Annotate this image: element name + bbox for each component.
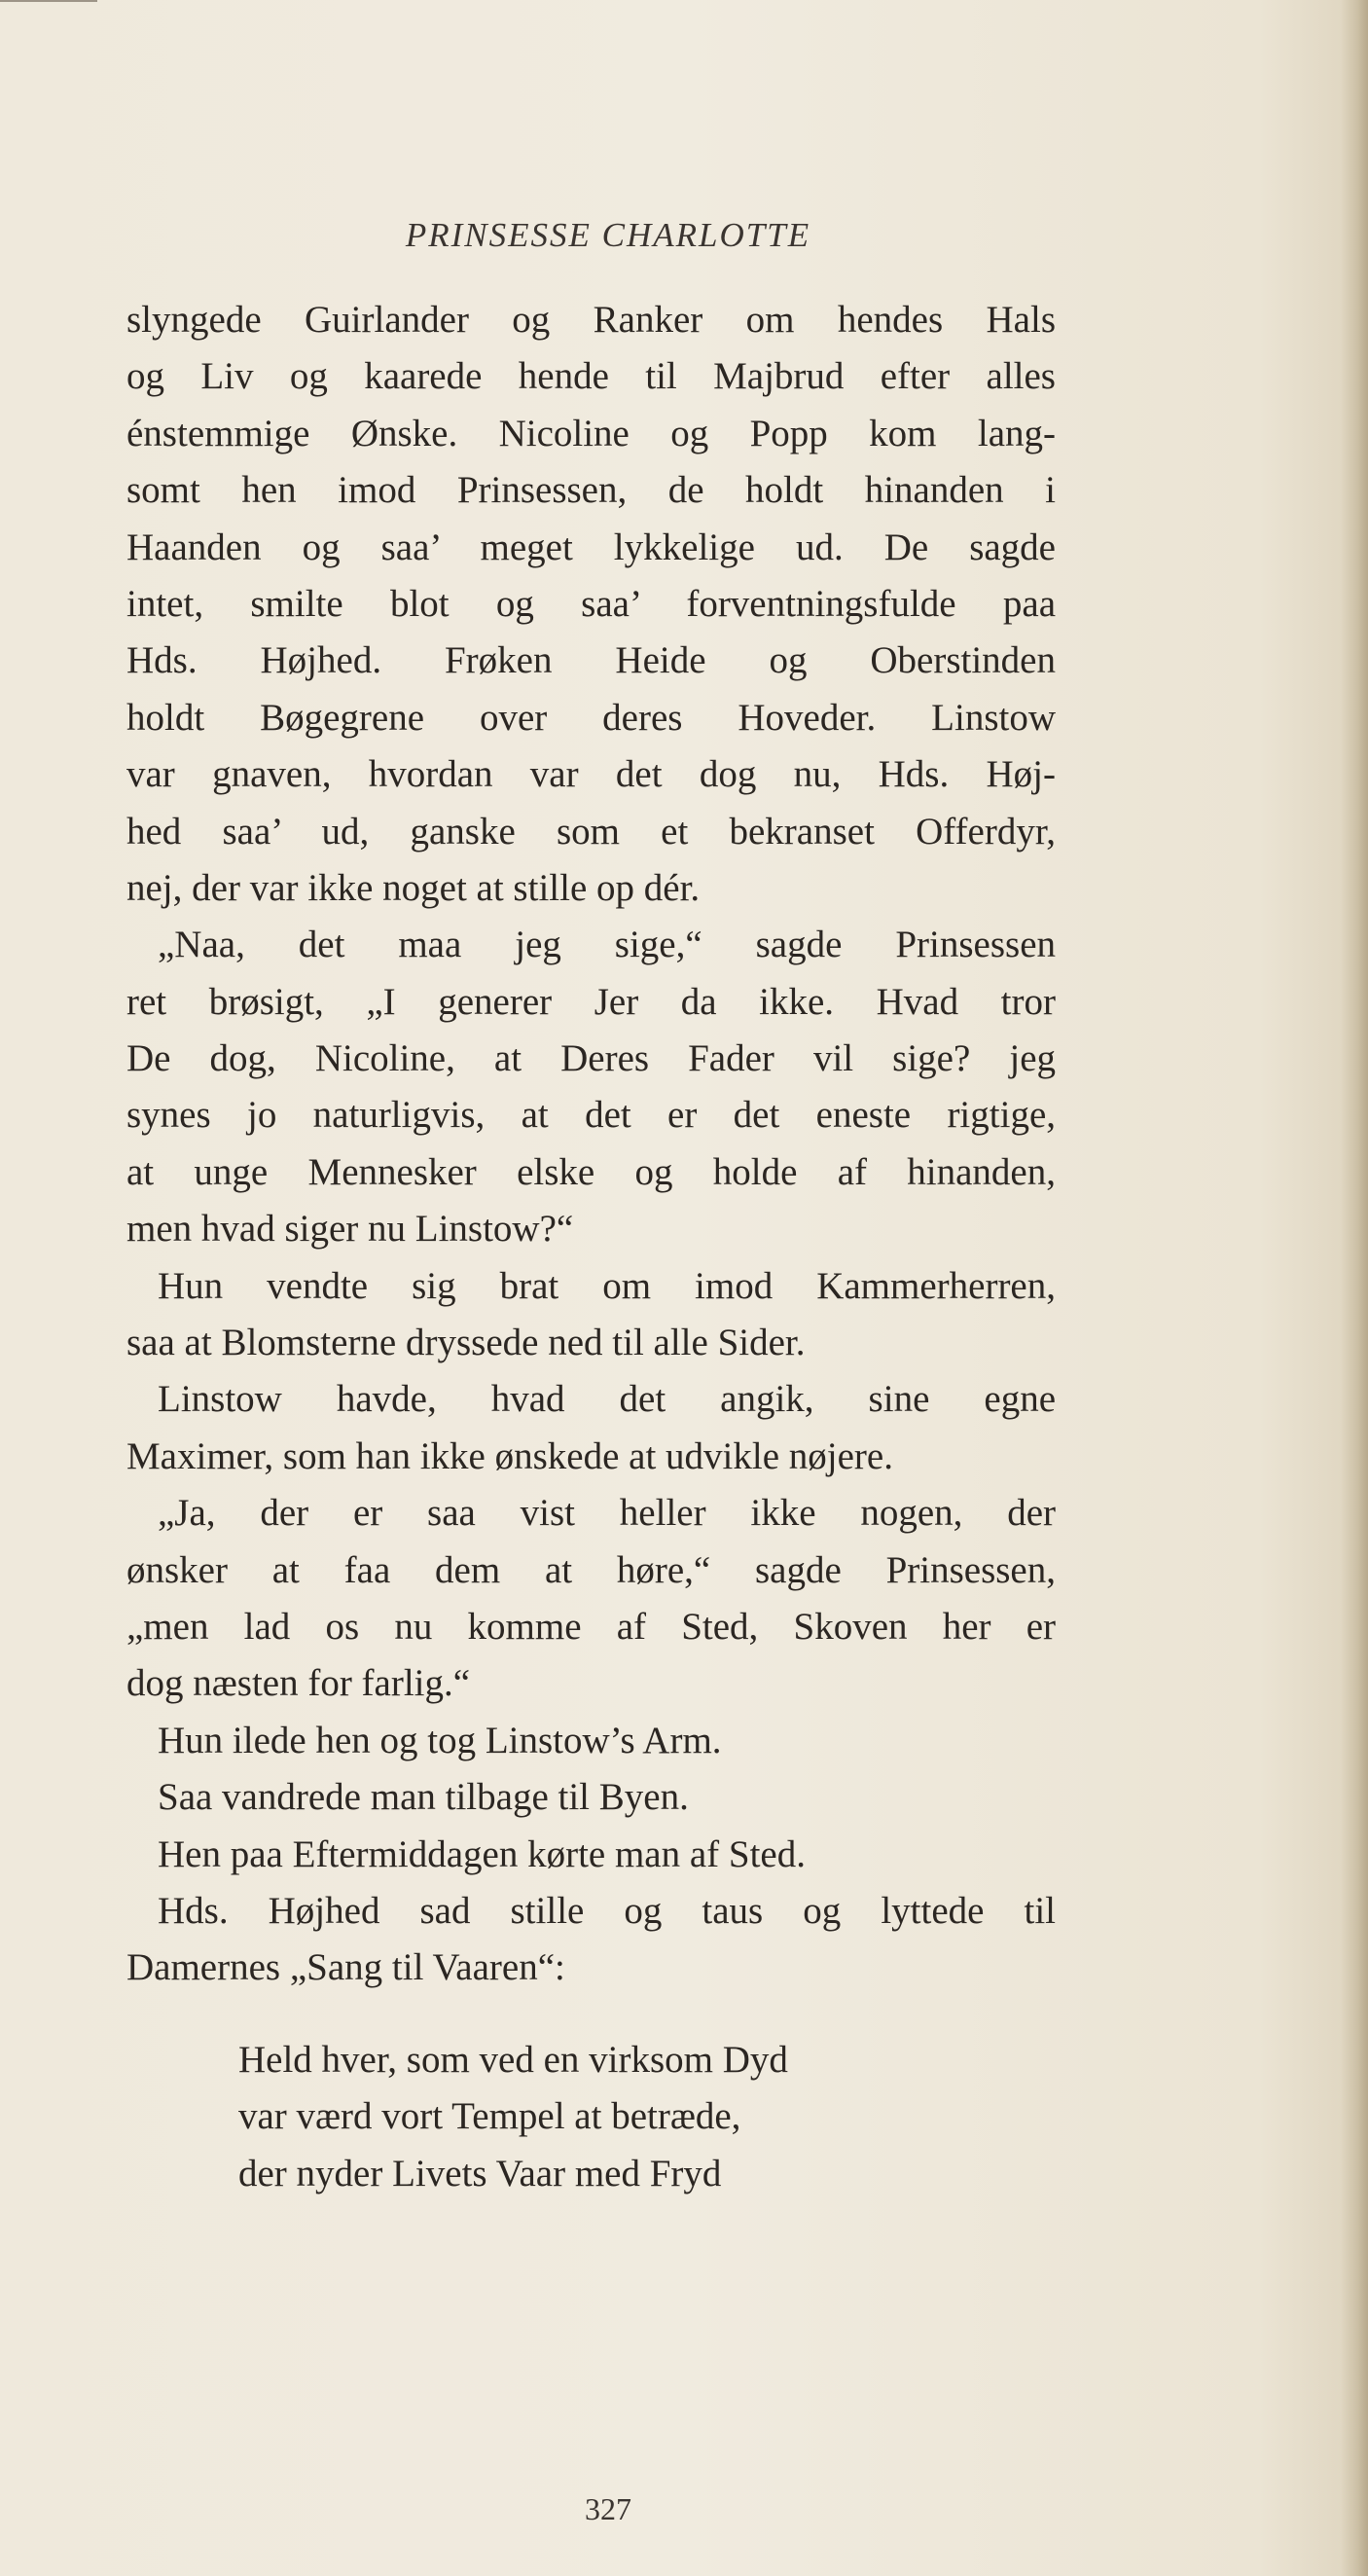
text-line: énstemmige Ønske. Nicoline og Popp kom lang- (126, 412, 1056, 454)
text-line: at unge Mennesker elske og holde af hinanden, (126, 1150, 1056, 1193)
text-line: Hen paa Eftermiddagen kørte man af Sted. (158, 1832, 806, 1875)
text-line: Hds. Højhed sad stille og taus og lyttede til (158, 1889, 1056, 1932)
text-line: Maximer, som han ikke ønskede at udvikle nøjere. (126, 1434, 893, 1477)
page-number: 327 (585, 2491, 631, 2526)
text-line: hed saa’ ud, ganske som et bekranset Offerdyr, (126, 810, 1056, 853)
text-line: ret brøsigt, „I generer Jer da ikke. Hvad tror (126, 980, 1056, 1023)
text-line: holdt Bøgegrene over deres Hoveder. Linstow (126, 696, 1056, 739)
text-line: var gnaven, hvordan var det dog nu, Hds. Høj- (126, 753, 1056, 796)
text-line: Damernes „Sang til Vaaren“: (126, 1946, 565, 1989)
text-line: nej, der var ikke noget at stille op dér. (126, 866, 701, 909)
verse-line: var værd vort Tempel at betræde, (238, 2095, 741, 2138)
text-line: Haanden og saa’ meget lykkelige ud. De sagde (126, 526, 1056, 568)
text-line: men hvad siger nu Linstow?“ (126, 1208, 574, 1251)
body-text (126, 292, 1056, 2202)
text-line: somt hen imod Prinsessen, de holdt hinanden i (126, 469, 1056, 512)
text-line: Linstow havde, hvad det angik, sine egne (158, 1378, 1056, 1421)
text-line: „men lad os nu komme af Sted, Skoven her er (126, 1605, 1056, 1648)
text-line: Hun vendte sig brat om imod Kammerherren, (158, 1264, 1056, 1307)
verse-line: der nyder Livets Vaar med Fryd (238, 2152, 722, 2195)
text-line: intet, smilte blot og saa’ forventningsfulde paa (126, 582, 1056, 625)
text-line: saa at Blomsterne dryssede ned til alle Sider. (126, 1322, 806, 1364)
running-header: PRINSESSE CHARLOTTE (405, 216, 811, 254)
text-line: dog næsten for farlig.“ (126, 1662, 471, 1705)
text-line: Saa vandrede man tilbage til Byen. (158, 1776, 689, 1819)
text-line: Hds. Højhed. Frøken Heide og Oberstinden (126, 639, 1056, 682)
text-line: De dog, Nicoline, at Deres Fader vil sige? jeg (126, 1037, 1056, 1080)
text-line: „Ja, der er saa vist heller ikke nogen, der (158, 1492, 1056, 1535)
scan-corner-mark (0, 0, 97, 2)
text-line: synes jo naturligvis, at det er det eneste rigtige, (126, 1094, 1056, 1137)
verse-spacer (126, 1997, 1056, 2032)
text-line: Hun ilede hen og tog Linstow’s Arm. (158, 1719, 722, 1761)
text-line: og Liv og kaarede hende til Majbrud efter alles (126, 355, 1056, 398)
page-edge-shadow (1341, 0, 1368, 2576)
text-line: ønsker at faa dem at høre,“ sagde Prinsessen, (126, 1548, 1056, 1591)
text-line: „Naa, det maa jeg sige,“ sagde Prinsessen (158, 924, 1056, 966)
text-line: slyngede Guirlander og Ranker om hendes Hals (126, 299, 1056, 341)
verse-line: Held hver, som ved en virksom Dyd (238, 2038, 788, 2081)
